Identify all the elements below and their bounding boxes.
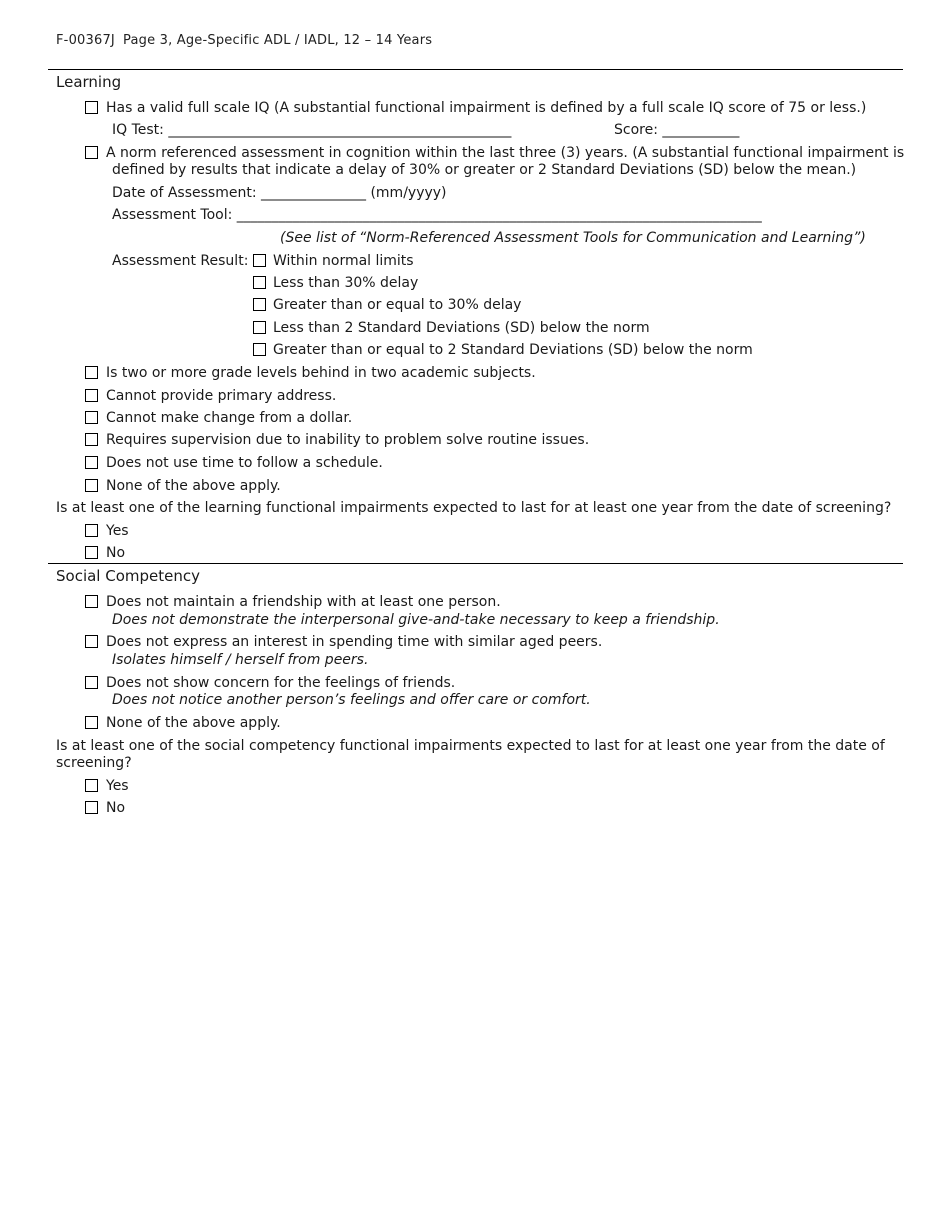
iq-test-field[interactable]: IQ Test: _________________________________________________ [112,122,512,138]
learning-none-label: None of the above apply. [106,478,281,494]
social-yes-label: Yes [106,778,129,794]
social-no-label: No [106,800,126,816]
learning-yes-label: Yes [106,523,129,539]
assessment-tool-note: (See list of “Norm-Referenced Assessment Tools for Communication and Learning”) [280,230,866,246]
result-within-normal-checkbox[interactable] [253,254,266,267]
social-duration-question-line1: Is at least one of the social competency functional impairments expected to last for at least one year from the date of [56,738,885,754]
learning-item-checkbox[interactable] [85,456,98,469]
learning-item-checkbox[interactable] [85,411,98,424]
result-greater-2sd-checkbox[interactable] [253,343,266,356]
iq-checkbox[interactable] [85,101,98,114]
iq-score-field[interactable]: Score: ___________ [614,122,740,138]
section-divider-social [48,563,903,564]
learning-none-checkbox[interactable] [85,479,98,492]
section-divider-learning [48,69,903,70]
norm-assessment-label-line2: defined by results that indicate a delay of 30% or greater or 2 Standard Deviations (SD) below the mean.) [112,162,857,178]
result-less-2sd-label: Less than 2 Standard Deviations (SD) below the norm [273,320,650,336]
learning-item-checkbox[interactable] [85,389,98,402]
learning-no-checkbox[interactable] [85,546,98,559]
result-greater-2sd-label: Greater than or equal to 2 Standard Deviations (SD) below the norm [273,342,753,358]
learning-item-label: Requires supervision due to inability to problem solve routine issues. [106,432,590,448]
learning-duration-question: Is at least one of the learning functional impairments expected to last for at least one year from the date of screening? [56,500,892,516]
result-less-2sd-checkbox[interactable] [253,321,266,334]
social-item-label: Does not express an interest in spending time with similar aged peers. [106,634,603,650]
social-yes-checkbox[interactable] [85,779,98,792]
social-item-example: Does not demonstrate the interpersonal give-and-take necessary to keep a friendship. [112,612,720,628]
assessment-date-field[interactable]: Date of Assessment: _______________ (mm/yyyy) [112,185,447,201]
learning-item-label: Cannot provide primary address. [106,388,337,404]
learning-item-checkbox[interactable] [85,433,98,446]
result-less-30-checkbox[interactable] [253,276,266,289]
social-item-example: Isolates himself / herself from peers. [112,652,369,668]
social-duration-question-line2: screening? [56,755,132,771]
result-greater-30-label: Greater than or equal to 30% delay [273,297,522,313]
assessment-tool-field[interactable]: Assessment Tool: ___________________________________________________________________________ [112,207,762,223]
learning-item-checkbox[interactable] [85,366,98,379]
page-info: Page 3, Age-Specific ADL / IADL, 12 – 14 Years [123,33,433,48]
social-no-checkbox[interactable] [85,801,98,814]
social-item-label: Does not maintain a friendship with at least one person. [106,594,501,610]
learning-yes-checkbox[interactable] [85,524,98,537]
social-item-checkbox[interactable] [85,595,98,608]
assessment-result-label: Assessment Result: [112,253,249,269]
social-none-label: None of the above apply. [106,715,281,731]
form-id: F-00367J [56,33,115,48]
iq-label: Has a valid full scale IQ (A substantial functional impairment is defined by a full scale IQ score of 75 or less.) [106,100,867,116]
learning-item-label: Cannot make change from a dollar. [106,410,353,426]
social-item-label: Does not show concern for the feelings of friends. [106,675,456,691]
result-within-normal-label: Within normal limits [273,253,414,269]
social-title: Social Competency [56,567,200,585]
learning-item-label: Is two or more grade levels behind in two academic subjects. [106,365,536,381]
norm-assessment-checkbox[interactable] [85,146,98,159]
social-none-checkbox[interactable] [85,716,98,729]
social-item-example: Does not notice another person’s feelings and offer care or comfort. [112,692,591,708]
result-greater-30-checkbox[interactable] [253,298,266,311]
result-less-30-label: Less than 30% delay [273,275,419,291]
learning-no-label: No [106,545,126,561]
social-item-checkbox[interactable] [85,635,98,648]
social-item-checkbox[interactable] [85,676,98,689]
norm-assessment-label-line1: A norm referenced assessment in cognition within the last three (3) years. (A substantial functional impairment is [106,145,905,161]
learning-item-label: Does not use time to follow a schedule. [106,455,383,471]
learning-title: Learning [56,73,122,91]
